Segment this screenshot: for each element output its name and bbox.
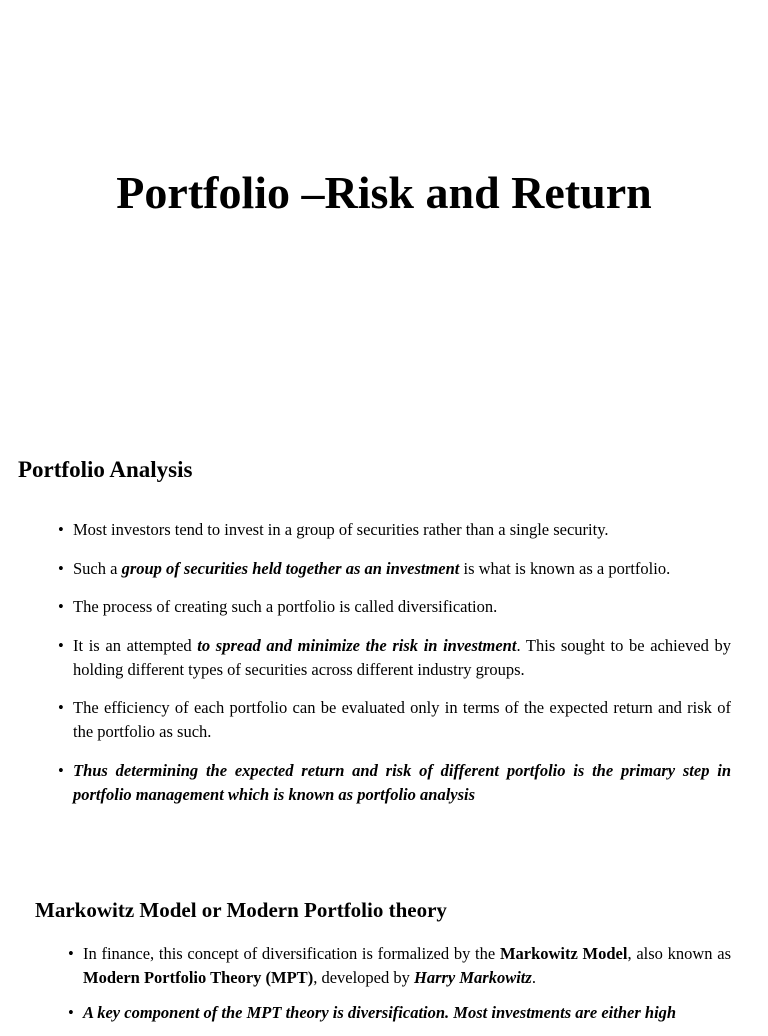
bullet-icon: • [58, 698, 64, 717]
list-item: • The efficiency of each portfolio can be evaluated only in terms of the expected return and risk of the portfolio as such. [58, 698, 731, 741]
emphasis-text: group of securities held together as an investment [121, 558, 460, 578]
bold-text: Modern Portfolio Theory (MPT) [83, 968, 314, 987]
bold-text: Markowitz Model [499, 944, 628, 963]
bullet-icon: • [68, 1003, 74, 1022]
emphasis-text: Thus determining the expected return and risk of different portfolio is the primary step in portfolio management which is known as portfolio analysis [73, 760, 731, 804]
section-heading-markowitz-model: Markowitz Model or Modern Portfolio theory [35, 898, 447, 922]
section-heading-portfolio-analysis: Portfolio Analysis [18, 457, 193, 482]
emphasis-text: A key component of the MPT theory is diversification. Most investments are either high [83, 1003, 677, 1022]
page-title: Portfolio –Risk and Return [116, 167, 652, 218]
emphasis-text: to spread and minimize the risk in investment [197, 635, 517, 655]
bullet-icon: • [58, 520, 64, 539]
list-item: • Most investors tend to invest in a group of securities rather than a single security. [73, 518, 731, 542]
portfolio-analysis-list [58, 518, 732, 821]
markowitz-list [68, 942, 731, 1036]
emphasis-text: Harry Markowitz [414, 968, 532, 987]
list-item [58, 759, 731, 807]
bullet-icon: • [58, 760, 64, 780]
bullet-icon: • [58, 558, 64, 578]
list-item: • It is an attempted to spread and minimize the risk in investment. This sought to be achieved by holding different types of securities across different industry groups. [58, 635, 732, 679]
list-item [68, 1001, 731, 1025]
bullet-icon: • [68, 944, 74, 963]
list-item: • The process of creating such a portfolio is called diversification. [73, 595, 731, 619]
list-item: • Such a group of securities held together as an investment is what is known as a portfolio. [73, 557, 731, 581]
bullet-icon: • [58, 597, 64, 616]
bullet-icon: • [58, 635, 64, 655]
list-item: • In finance, this concept of diversification is formalized by the Markowitz Model, also known as Modern Portfolio Theory (MPT), developed by Harry Markowitz. [68, 944, 731, 987]
